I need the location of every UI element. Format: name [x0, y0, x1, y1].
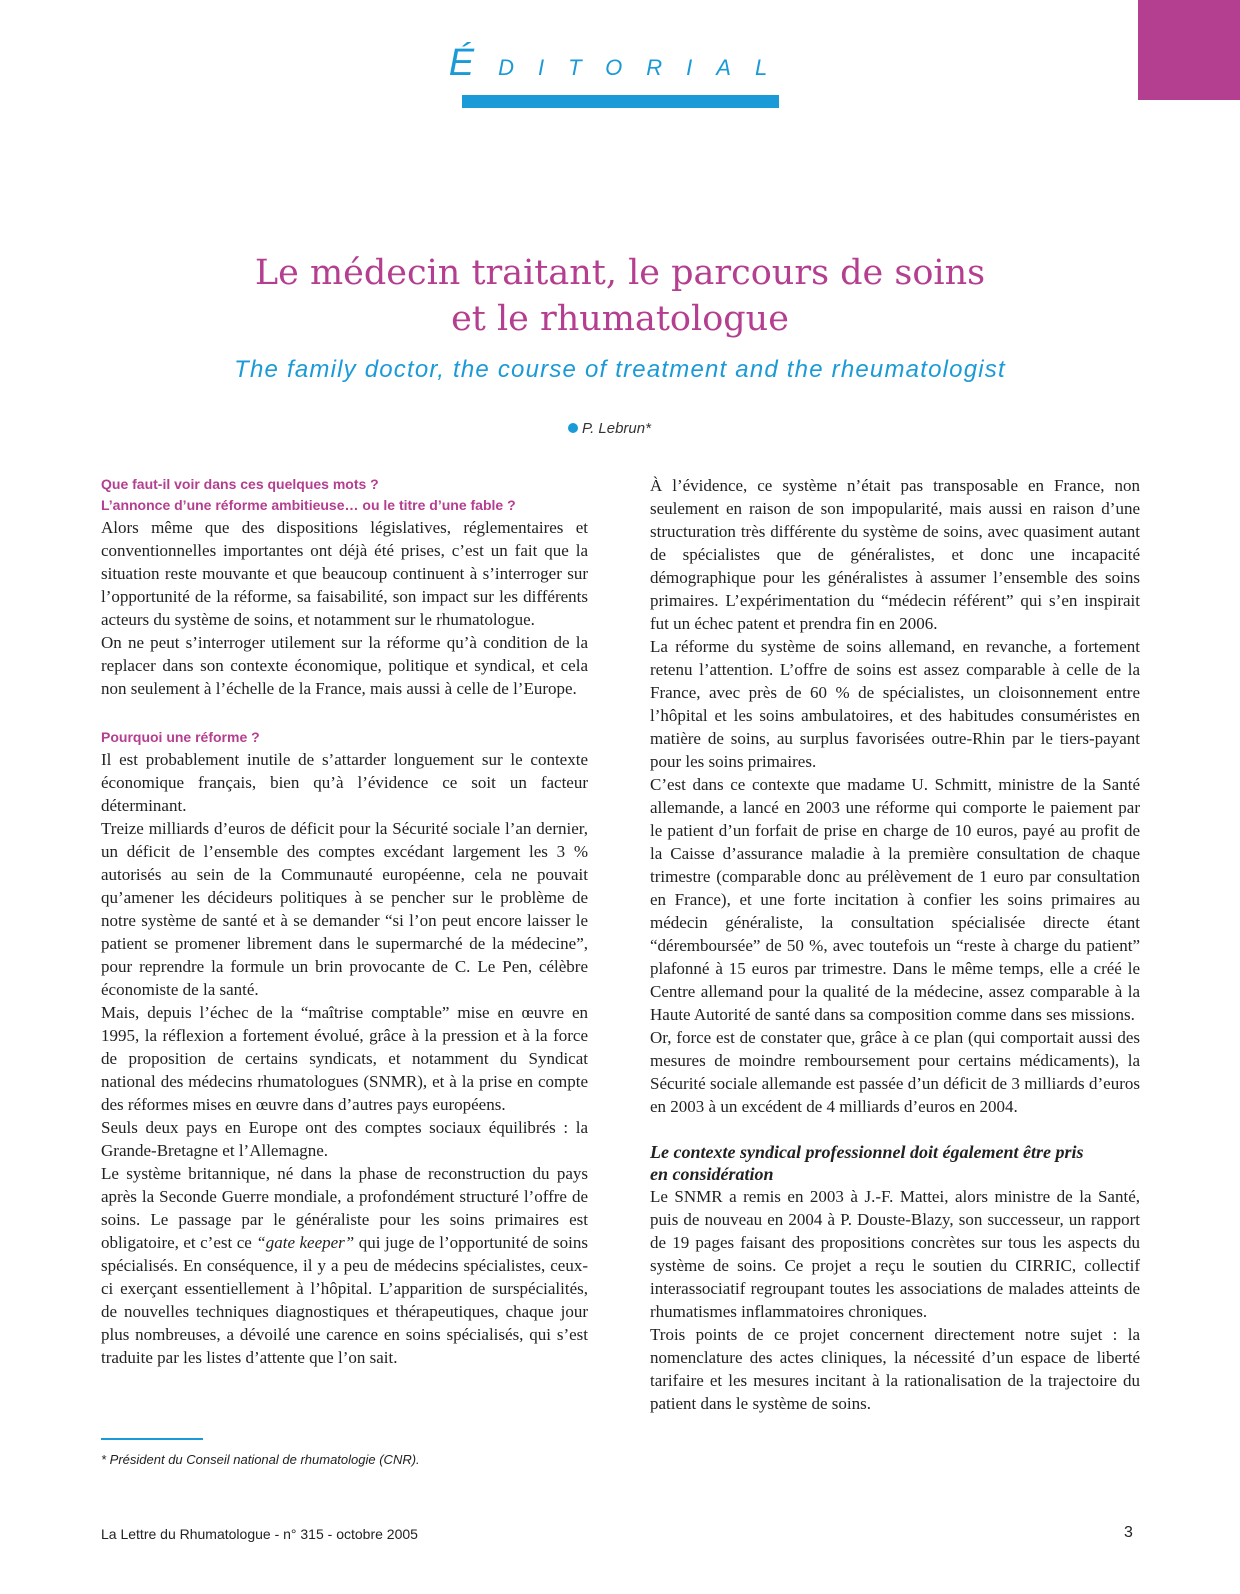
- body-paragraph-3: Mais, depuis l’échec de la “maîtrise comptable” mise en œuvre en 1995, la réflexion a fortement évolué, grâce à la pression et à la force de proposition de certains syndicats, et notamment du Syndicat national des médecins rhumatologues (SNMR), et à la prise en compte des réformes mises en œuvre dans d’autres pays européens.: [101, 1003, 588, 1114]
- right-paragraph-5: Le SNMR a remis en 2003 à J.-F. Mattei, alors ministre de la Santé, puis de nouveau en 2004 à P. Douste-Blazy, son successeur, un rapport de 19 pages faisant des propositions concrètes sur tous les aspects du système de soins. Ce projet a reçu le soutien du CIRRIC, collectif interassociatif regroupant toutes les associations de malades atteints de rhumatismes inflammatoires chroniques.: [650, 1187, 1140, 1321]
- footnote-rule: [101, 1438, 203, 1440]
- footnote: * Président du Conseil national de rhumatologie (CNR).: [101, 1452, 420, 1467]
- article-title-line-2: et le rhumatologue: [451, 299, 789, 339]
- section-header: [0, 42, 1240, 85]
- section-heading-pourquoi: Pourquoi une réforme ?: [101, 729, 260, 745]
- body-paragraph-1: Il est probablement inutile de s’attarder longuement sur le contexte économique français, bien qu’à l’évidence ce soit un facteur déterminant.: [101, 750, 588, 815]
- gate-keeper-term: “gate keeper”: [256, 1233, 355, 1252]
- subheading-line-2: en considération: [650, 1164, 774, 1184]
- article-subtitle: The family doctor, the course of treatment and the rheumatologist: [234, 356, 1006, 383]
- body-paragraph-5: [101, 1162, 588, 1369]
- page-number: 3: [1124, 1524, 1133, 1541]
- body-paragraph-4: Seuls deux pays en Europe ont des comptes sociaux équilibrés : la Grande-Bretagne et l’Allemagne.: [101, 1118, 588, 1160]
- intro-question: [101, 474, 588, 516]
- section-header-bar: [462, 95, 779, 108]
- right-column: [650, 474, 1140, 1415]
- right-paragraph-6: Trois points de ce projet concernent directement notre sujet : la nomenclature des actes cliniques, la nécessité d’un espace de liberté tarifaire et les mesures incitant à la rationalisation de la trajectoire du patient dans le système de soins.: [650, 1325, 1140, 1413]
- right-paragraph-4: Or, force est de constater que, grâce à ce plan (qui comportait aussi des mesures de moindre remboursement pour certains médicaments), la Sécurité sociale allemande est passée d’un déficit de 3 milliards d’euros en 2003 à un excédent de 4 milliards d’euros en 2004.: [650, 1028, 1140, 1116]
- body-paragraph-2: Treize milliards d’euros de déficit pour la Sécurité sociale l’an dernier, un déficit de l’ensemble des comptes excédant largement les 3 % autorisés au sein de la Communauté européenne, cela ne pouvait qu’amener les décideurs politiques à se pencher sur le problème de notre système de santé et à se demander “si l’on peut encore laisser le patient se promener librement dans le supermarché de la médecine”, pour reprendre la formule un brin provocante de C. Le Pen, célèbre économiste de la santé.: [101, 819, 588, 999]
- right-paragraph-1: À l’évidence, ce système n’était pas transposable en France, non seulement en raison de son impopularité, mais aussi en raison d’une structuration très différente du système de soins, avec quasiment autant de spécialistes que de généralistes, et donc une incapacité démographique pour les généralistes à assumer l’ensemble des soins primaires. L’expérimentation du “médecin référent” qui s’en inspirait fut un échec patent et prendra fin en 2006.: [650, 476, 1140, 633]
- intro-paragraph-1: Alors même que des dispositions législatives, réglementaires et conventionnelles importantes ont déjà été prises, c’est un fait que la situation reste mouvante et que beaucoup continuent à s’interroger sur l’opportunité de la réforme, sa faisabilité, son impact sur les différents acteurs du système de soins, et notamment sur le rhumatologue.: [101, 518, 588, 629]
- journal-footer: La Lettre du Rhumatologue - n° 315 - octobre 2005: [101, 1526, 418, 1542]
- intro-question-line-2: L’annonce d’une réforme ambitieuse… ou le titre d’une fable ?: [101, 497, 516, 513]
- body-paragraph-5-end: qui juge de l’opportunité de soins spécialisés. En conséquence, il y a peu de médecins spécialistes, ceux-ci exerçant essentiellement à l’hôpital. L’apparition de surspécialités, de nouvelles techniques diagnostiques et thérapeutiques, chaque jour plus nombreuses, a dévoilé une carence en soins spécialisés, qui s’est traduite par les listes d’attente que l’on sait.: [101, 1233, 588, 1367]
- body-paragraph-5-start: Le système britannique, né dans la phase de reconstruction du pays après la Seconde Guerre mondiale, a profondément structuré l’offre de soins. Le passage par le généraliste pour les soins primaires est obligatoire, et c’est ce: [101, 1164, 588, 1252]
- bullet-dot-icon: [568, 423, 578, 433]
- subheading-contexte-syndical: [650, 1141, 1140, 1185]
- section-header-initial: É: [448, 42, 477, 84]
- article-title-line-1: Le médecin traitant, le parcours de soins: [254, 253, 986, 293]
- author-name: P. Lebrun*: [582, 420, 651, 437]
- intro-question-line-1: Que faut-il voir dans ces quelques mots ?: [101, 476, 379, 492]
- subheading-line-1: Le contexte syndical professionnel doit également être pris: [650, 1142, 1084, 1162]
- article-title: [0, 250, 1240, 342]
- author-line: [568, 420, 651, 437]
- left-column: [101, 474, 588, 1369]
- right-paragraph-2: La réforme du système de soins allemand, en revanche, a fortement retenu l’attention. L’offre de soins est assez comparable à celle de la France, avec près de 60 % de spécialistes, un cloisonnement entre l’hôpital et les soins ambulatoires, et des habitudes consuméristes en matière de soins, au surplus favorisées outre-Rhin par le tiers-payant pour les soins primaires.: [650, 637, 1140, 771]
- right-paragraph-3: C’est dans ce contexte que madame U. Schmitt, ministre de la Santé allemande, a lancé en 2003 une réforme qui comporte le paiement par le patient d’un forfait de prise en charge de 10 euros, payé au profit de la Caisse d’assurance maladie à la première consultation de chaque trimestre (comparable donc au prélèvement de 1 euro par consultation en France), et une forte incitation à confier les soins primaires au médecin généraliste, la consultation spécialisée directe étant “déremboursée” de 50 %, avec toutefois un “reste à charge du patient” plafonné à 15 euros par trimestre. Dans le même temps, elle a créé le Centre allemand pour la qualité de la médecine, assez comparable à la Haute Autorité de santé dans sa composition comme dans ses missions.: [650, 775, 1140, 1024]
- intro-paragraph-2: On ne peut s’interroger utilement sur la réforme qu’à condition de la replacer dans son contexte économique, politique et syndical, et cela non seulement à l’échelle de la France, mais aussi à celle de l’Europe.: [101, 633, 588, 698]
- section-header-rest: DITORIAL: [498, 55, 792, 80]
